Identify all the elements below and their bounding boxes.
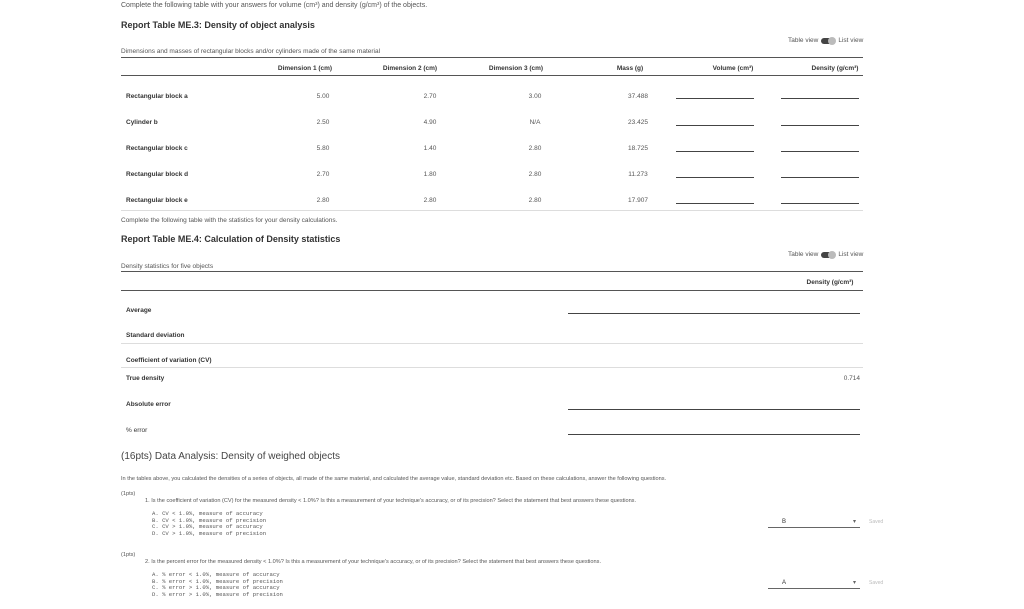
table-me3-header-rule bbox=[121, 75, 863, 76]
q1-option: A. CV < 1.0%, measure of accuracy bbox=[152, 510, 263, 517]
density-input[interactable] bbox=[781, 125, 859, 126]
cell-mass: 37.488 bbox=[628, 93, 648, 100]
stat-percent-error-label: % error bbox=[126, 427, 148, 434]
list-view-label: List view bbox=[838, 37, 864, 44]
cell-d3: 2.80 bbox=[528, 171, 542, 178]
q2-answer-select[interactable] bbox=[768, 579, 860, 589]
q2-options bbox=[152, 572, 283, 598]
chevron-down-icon: ▾ bbox=[852, 519, 856, 525]
table-me4-view-toggle[interactable] bbox=[788, 251, 863, 258]
table-view-label: Table view bbox=[788, 37, 819, 44]
q2-option: A. % error < 1.0%, measure of accuracy bbox=[152, 571, 280, 578]
stat-true-density-label: True density bbox=[126, 375, 165, 382]
cell-d3: N/A bbox=[529, 119, 541, 126]
q1-option: C. CV > 1.0%, measure of accuracy bbox=[152, 523, 263, 530]
percent-error-input[interactable] bbox=[568, 434, 860, 435]
volume-input[interactable] bbox=[676, 98, 754, 99]
col-density: Density (g/cm³) bbox=[811, 65, 859, 72]
col-dimension-1: Dimension 1 (cm) bbox=[277, 65, 333, 72]
q2-option: C. % error > 1.0%, measure of accuracy bbox=[152, 584, 280, 591]
q1-option: B. CV < 1.0%, measure of precision bbox=[152, 516, 267, 524]
table-me3-title: Report Table ME.3: Density of object analysis bbox=[121, 20, 315, 30]
table-me4-caption: Density statistics for five objects bbox=[121, 263, 214, 270]
table-me3-view-toggle[interactable] bbox=[788, 37, 863, 44]
q2-text: 2. Is the percent error for the measured density < 1.0%? Is this a measurement of your technique's accuracy, or of its precision? Select the statement that best answers these questions. bbox=[145, 559, 602, 565]
cell-d3: 3.00 bbox=[528, 93, 542, 100]
q2-option: D. % error > 1.0%, measure of precision bbox=[152, 590, 283, 598]
q1-selected-value: B bbox=[782, 519, 787, 525]
density-input[interactable] bbox=[781, 177, 859, 178]
volume-input[interactable] bbox=[676, 203, 754, 204]
row-divider bbox=[121, 343, 863, 344]
row-divider bbox=[121, 367, 863, 368]
stat-cv-label: Coefficient of variation (CV) bbox=[126, 357, 212, 364]
absolute-error-input[interactable] bbox=[568, 409, 860, 410]
cell-d2: 1.80 bbox=[423, 171, 437, 178]
col-density: Density (g/cm³) bbox=[806, 279, 854, 286]
q2-option: B. % error < 1.0%, measure of precision bbox=[152, 577, 283, 585]
cell-d1: 2.80 bbox=[316, 197, 330, 204]
cell-d1: 2.70 bbox=[316, 171, 330, 178]
q1-saved-status: Saved bbox=[869, 519, 884, 525]
view-switch[interactable] bbox=[821, 252, 835, 258]
table-view-label: Table view bbox=[788, 251, 819, 258]
col-dimension-2: Dimension 2 (cm) bbox=[382, 65, 438, 72]
list-view-label: List view bbox=[838, 251, 864, 258]
chevron-down-icon: ▾ bbox=[852, 580, 856, 586]
view-switch[interactable] bbox=[821, 38, 835, 44]
stat-absolute-error-label: Absolute error bbox=[126, 401, 171, 408]
table-me3-top-rule bbox=[121, 57, 863, 58]
stat-stdev-label: Standard deviation bbox=[126, 332, 185, 339]
cell-mass: 18.725 bbox=[628, 145, 648, 152]
col-dimension-3: Dimension 3 (cm) bbox=[488, 65, 544, 72]
q2-selected-value: A bbox=[782, 580, 787, 586]
q1-text: 1. Is the coefficient of variation (CV) for the measured density < 1.0%? Is this a measurement of your technique's accuracy, or of its precision? Select the statement that best answers these questions. bbox=[145, 498, 637, 504]
table-me4-top-rule bbox=[121, 271, 863, 272]
col-mass: Mass (g) bbox=[616, 65, 644, 72]
cell-d1: 5.80 bbox=[316, 145, 330, 152]
cell-mass: 17.907 bbox=[628, 197, 648, 204]
volume-input[interactable] bbox=[676, 151, 754, 152]
cell-mass: 23.425 bbox=[628, 119, 648, 126]
intro-text: Complete the following table with your answers for volume (cm³) and density (g/cm³) of the objects. bbox=[121, 2, 428, 9]
cell-d2: 4.90 bbox=[423, 119, 437, 126]
true-density-value: 0.714 bbox=[843, 375, 860, 382]
analysis-intro: In the tables above, you calculated the densities of a series of objects, all made of the same material, and calculated the average value, standard deviation etc. Based on these calculations, answer the following questions. bbox=[121, 476, 667, 482]
cell-d3: 2.80 bbox=[528, 197, 542, 204]
stat-average-label: Average bbox=[126, 307, 152, 314]
table-me4-header-rule bbox=[121, 290, 863, 291]
cell-mass: 11.273 bbox=[628, 171, 648, 178]
density-input[interactable] bbox=[781, 203, 859, 204]
q2-points: (1pts) bbox=[121, 552, 136, 558]
cell-d1: 2.50 bbox=[316, 119, 330, 126]
table-me4-title: Report Table ME.4: Calculation of Density statistics bbox=[121, 234, 341, 244]
cell-d2: 2.80 bbox=[423, 197, 437, 204]
q2-saved-status: Saved bbox=[869, 580, 884, 586]
row-label: Rectangular block e bbox=[126, 197, 188, 204]
q1-answer-select[interactable] bbox=[768, 518, 860, 528]
table-me3-caption: Dimensions and masses of rectangular blocks and/or cylinders made of the same material bbox=[121, 48, 381, 55]
q1-option: D. CV > 1.0%, measure of precision bbox=[152, 529, 267, 537]
volume-input[interactable] bbox=[676, 177, 754, 178]
density-input[interactable] bbox=[781, 151, 859, 152]
q1-options bbox=[152, 511, 266, 537]
q1-points: (1pts) bbox=[121, 491, 136, 497]
stats-intro: Complete the following table with the statistics for your density calculations. bbox=[121, 217, 338, 224]
table-me3-bottom-rule bbox=[121, 210, 863, 211]
cell-d3: 2.80 bbox=[528, 145, 542, 152]
density-input[interactable] bbox=[781, 98, 859, 99]
analysis-title: (16pts) Data Analysis: Density of weighed objects bbox=[121, 451, 340, 462]
volume-input[interactable] bbox=[676, 125, 754, 126]
stat-average-input[interactable] bbox=[568, 313, 860, 314]
col-volume: Volume (cm³) bbox=[712, 65, 754, 72]
row-label: Rectangular block c bbox=[126, 145, 188, 152]
cell-d2: 1.40 bbox=[423, 145, 437, 152]
cell-d2: 2.70 bbox=[423, 93, 437, 100]
cell-d1: 5.00 bbox=[316, 93, 330, 100]
row-label: Cylinder b bbox=[126, 119, 158, 126]
row-label: Rectangular block d bbox=[126, 171, 189, 178]
row-label: Rectangular block a bbox=[126, 93, 188, 100]
